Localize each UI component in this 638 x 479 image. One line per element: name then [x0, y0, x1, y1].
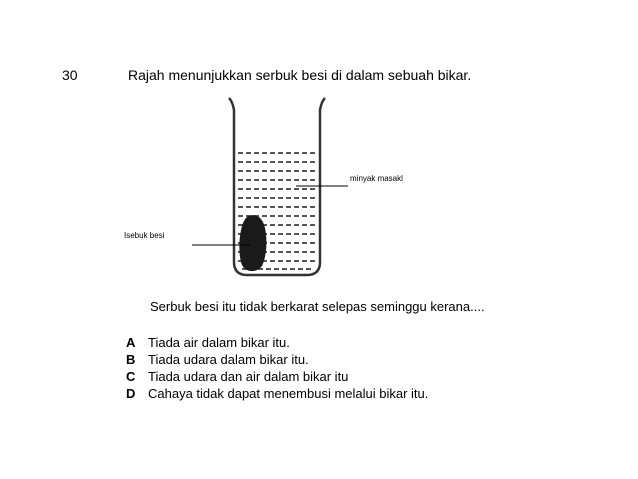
option-letter: C: [126, 369, 136, 384]
option-text: Tiada udara dan air dalam bikar itu: [148, 369, 349, 384]
option-c[interactable]: [126, 369, 348, 384]
iron-label: Isebuk besi: [124, 231, 165, 240]
option-a[interactable]: [126, 335, 290, 350]
question-text: Rajah menunjukkan serbuk besi di dalam sebuah bikar.: [128, 67, 472, 83]
option-text: Tiada air dalam bikar itu.: [148, 335, 290, 350]
option-text: Tiada udara dalam bikar itu.: [148, 352, 309, 367]
option-d[interactable]: [126, 386, 428, 401]
option-letter: D: [126, 386, 136, 401]
option-b[interactable]: [126, 352, 309, 367]
oil-label: minyak masakl: [350, 174, 403, 183]
question-stem: Serbuk besi itu tidak berkarat selepas seminggu kerana....: [150, 299, 485, 314]
iron-filings: [239, 215, 266, 271]
option-text: Cahaya tidak dapat menembusi melalui bikar itu.: [148, 386, 429, 401]
question-number: 30: [62, 67, 78, 83]
option-letter: A: [126, 335, 136, 350]
option-letter: B: [126, 352, 136, 367]
